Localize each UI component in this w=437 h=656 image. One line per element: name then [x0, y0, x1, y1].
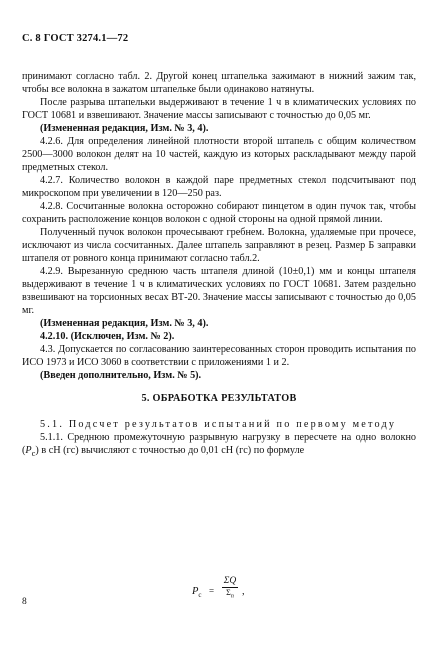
- paragraph-combing: Полученный пучок волокон прочесывают гребнем. Волокна, удаляемые при прочесе, исключают из числа сосчитанных. Далее штапель заправляют в резец. Размер Б заправки штапеля от ровного конца принимают согласно табл.2.: [22, 227, 416, 264]
- clause-text: 5.1.1. Среднюю промежуточную разрывную нагрузку в пересчете на одно волокно (: [22, 432, 416, 456]
- clause-text: ) в сН (гс) вычисляют с точностью до 0,01 сН (гс) по формуле: [35, 445, 305, 456]
- amendment-note: (Введен дополнительно, Изм. № 5).: [40, 370, 202, 381]
- clause-4-2-6: 4.2.6. Для определения линейной плотности второй штапель с общим количеством 2500—3000 волокон делят на 10 частей, каждую из которых раскладывают между парой предметных стекол.: [22, 136, 416, 173]
- formula-numerator: ΣQ: [223, 576, 237, 586]
- clause-5-1: 5.1. Подсчет результатов испытаний по первому методу: [40, 419, 397, 430]
- formula-denominator: [222, 588, 238, 602]
- formula-sigma: Σ: [226, 588, 231, 597]
- page-header: С. 8 ГОСТ 3274.1—72: [22, 33, 129, 44]
- symbol-subscript: c: [31, 448, 36, 459]
- clause-4-2-10: 4.2.10. (Исключен, Изм. № 2).: [40, 331, 175, 342]
- clause-4-2-9: 4.2.9. Вырезанную среднюю часть штапеля длиной (10±0,1) мм и концы штапеля выдерживают в течение 1 ч в климатических условиях по ГОСТ 10681. Затем раздельно взвешивают на торсионных весах ВТ-20. Значение массы записывают с точностью до 0,05 мг.: [22, 266, 416, 316]
- clause-5-1-1: [22, 431, 416, 460]
- amendment-note: (Измененная редакция, Изм. № 3, 4).: [40, 123, 209, 134]
- clause-4-2-7: 4.2.7. Количество волокон в каждой паре предметных стекол подсчитывают под микроскопом при увеличении в 120—250 раз.: [22, 175, 416, 199]
- document-body: [22, 70, 416, 460]
- symbol-p: P: [25, 445, 32, 456]
- paragraph-continuation: принимают согласно табл. 2. Другой конец штапелька зажимают в нижний зажим так, чтобы все волокна в зажатом штапельке были одинаково натянуты.: [22, 71, 416, 95]
- amendment-note: (Измененная редакция, Изм. № 3, 4).: [40, 318, 209, 329]
- paragraph-weighing: После разрыва штапельки выдерживают в течение 1 ч в климатических условиях по ГОСТ 10681 и взвешивают. Значение массы записывают с точностью до 0,05 мг.: [22, 97, 416, 121]
- formula-denominator-subscript: n: [230, 593, 234, 600]
- formula-equals: =: [209, 586, 215, 596]
- clause-4-3: 4.3. Допускается по согласованию заинтересованных сторон проводить испытания по ИСО 1973 и ИСО 3060 в соответствии с приложениями 1 и 2.: [22, 344, 416, 368]
- formula-subscript: c: [198, 591, 202, 600]
- formula-symbol: P: [192, 586, 199, 597]
- section-title: 5. ОБРАБОТКА РЕЗУЛЬТАТОВ: [141, 393, 297, 404]
- formula-fraction: [222, 576, 238, 602]
- clause-4-2-8: 4.2.8. Сосчитанные волокна осторожно собирают пинцетом в один пучок так, чтобы сохранить расположение концов волокон с одной стороны на одной прямой линии.: [22, 201, 416, 225]
- formula-comma: ,: [242, 586, 245, 597]
- page-number: 8: [22, 597, 27, 607]
- formula-lhs: [192, 586, 202, 599]
